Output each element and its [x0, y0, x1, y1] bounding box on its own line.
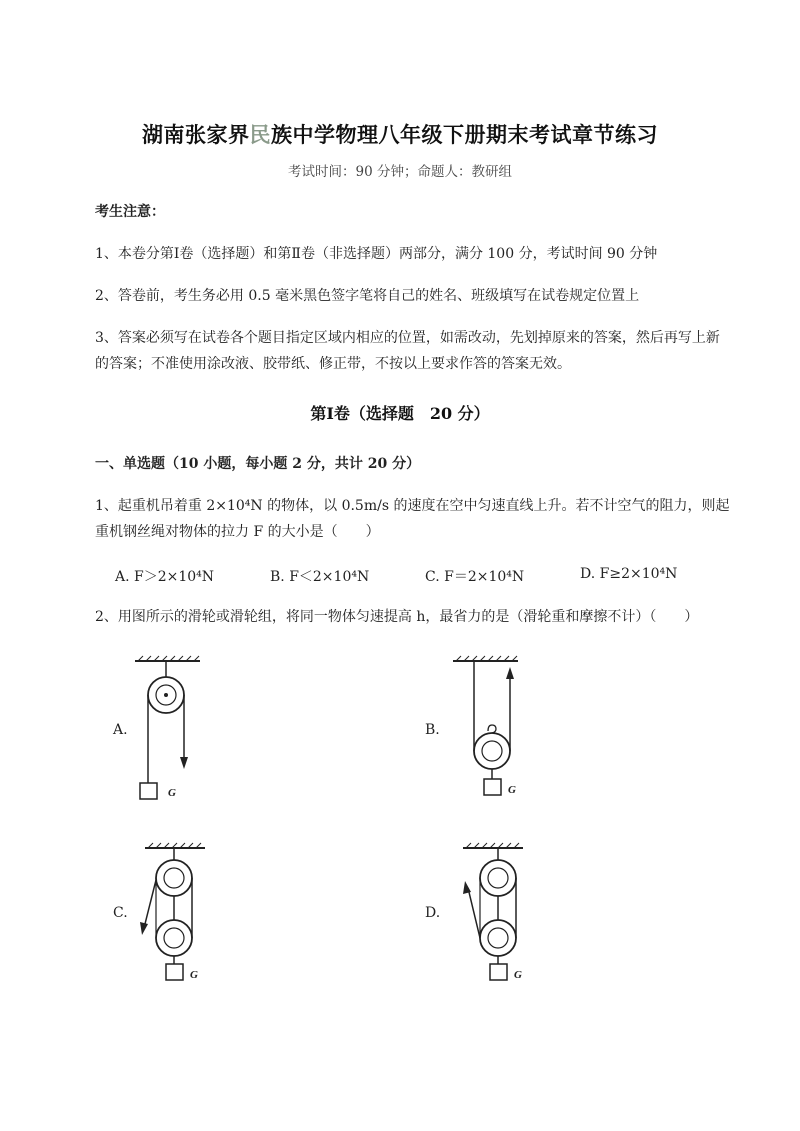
diagram-c-label: C.: [113, 905, 128, 921]
exam-info: 考试时间：90 分钟；命题人：教研组: [288, 164, 512, 180]
section-title: 第Ⅰ卷（选择题 20 分）: [310, 404, 490, 423]
notice-item-2: 2、答卷前，考生务必用 0.5 毫米黑色签字笔将自己的姓名、班级填写在试卷规定位置上: [95, 288, 640, 304]
q1-option-a: A. F＞2×10⁴N: [115, 569, 215, 585]
weight-label: G: [508, 784, 516, 796]
weight-label: G: [190, 969, 198, 981]
page-title: [0, 119, 800, 149]
diagram-d-label: D.: [425, 905, 441, 921]
pulley-block-c-diagram: [130, 840, 220, 990]
question-2-line-1: 2、用图所示的滑轮或滑轮组，将同一物体匀速提高 h，最省力的是（滑轮重和摩擦不计）（ ）: [95, 609, 699, 625]
part-heading: 一、单选题（10 小题，每小题 2 分，共计 20 分）: [95, 456, 421, 472]
weight-label: G: [168, 787, 176, 799]
notice-item-3-cont: 的答案；不准使用涂改液、胶带纸、修正带，不按以上要求作答的答案无效。: [95, 356, 571, 372]
q1-option-d: D. F≥2×10⁴N: [580, 566, 678, 582]
diagram-b-label: B.: [425, 722, 440, 738]
movable-pulley-diagram: [448, 655, 528, 805]
title-part-3: 族中学物理八年级下册期末考试章节练习: [271, 122, 658, 147]
question-1-line-2: 重机钢丝绳对物体的拉力 F 的大小是（ ）: [95, 524, 380, 540]
q1-option-c: C. F＝2×10⁴N: [425, 569, 525, 585]
notice-item-1: 1、本卷分第Ⅰ卷（选择题）和第Ⅱ卷（非选择题）两部分，满分 100 分，考试时间 90 分钟: [95, 246, 658, 262]
pulley-block-d-diagram: [448, 840, 538, 990]
diagram-a-label: A.: [113, 722, 128, 738]
title-part-2: 民: [249, 122, 271, 147]
title-part-1: 湖南张家界: [142, 122, 250, 147]
fixed-pulley-diagram: [130, 655, 210, 805]
question-1-line-1: 1、起重机吊着重 2×10⁴N 的物体，以 0.5m/s 的速度在空中匀速直线上升。若不计空气的阻力，则起: [95, 498, 730, 514]
notice-heading: 考生注意：: [95, 204, 165, 220]
q1-option-b: B. F＜2×10⁴N: [270, 569, 370, 585]
weight-label: G: [514, 969, 522, 981]
notice-item-3: 3、答案必须写在试卷各个题目指定区域内相应的位置，如需改动，先划掉原来的答案，然后再写上新: [95, 330, 720, 346]
